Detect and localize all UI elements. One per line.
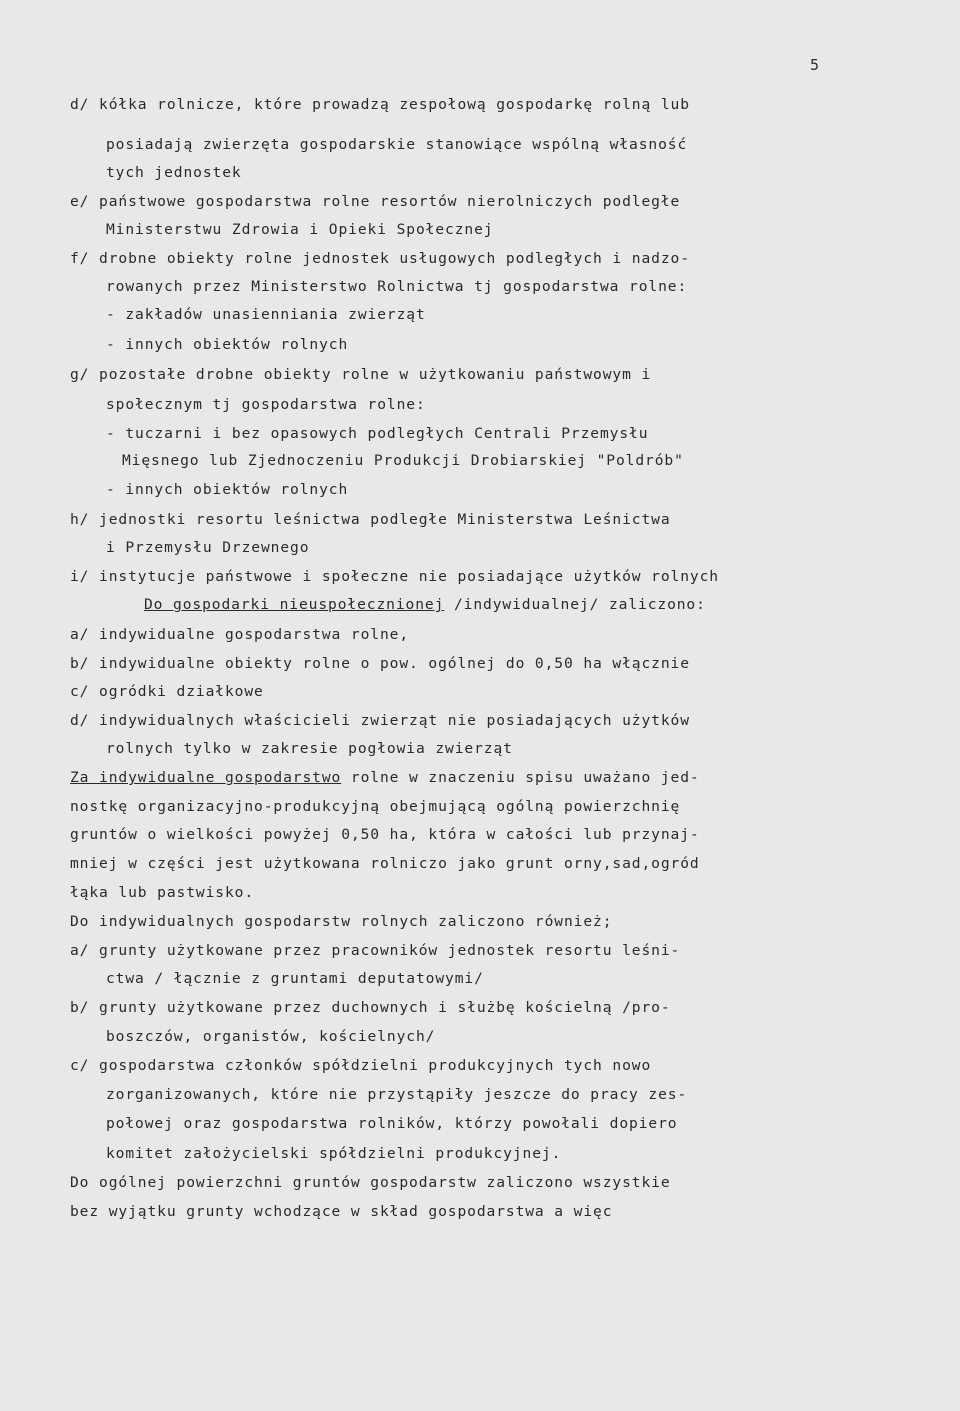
text-line: c/ ogródki działkowe [70, 683, 264, 700]
text-line: - zakładów unasienniania zwierząt [106, 306, 426, 323]
text-line: łąka lub pastwisko. [70, 884, 255, 901]
text-line: komitet założycielski spółdzielni produkcyjnej. [106, 1145, 562, 1162]
text-line: Do indywidualnych gospodarstw rolnych zaliczono również; [70, 913, 613, 930]
text-line: - innych obiektów rolnych [106, 336, 349, 353]
text-line: boszczów, organistów, kościelnych/ [106, 1028, 436, 1045]
text-line: bez wyjątku grunty wchodzące w skład gospodarstwa a więc [70, 1203, 613, 1220]
text-line: f/ drobne obiekty rolne jednostek usługowych podległych i nadzo- [70, 250, 690, 267]
text-line: tych jednostek [106, 164, 242, 181]
text-line: a/ indywidualne gospodarstwa rolne, [70, 626, 410, 643]
text-line: posiadają zwierzęta gospodarskie stanowiące wspólną własność [106, 136, 688, 153]
page-number: 5 [810, 56, 820, 74]
text-line: d/ kółka rolnicze, które prowadzą zespołową gospodarkę rolną lub [70, 96, 690, 113]
text-line: Ministerstwu Zdrowia i Opieki Społecznej [106, 221, 494, 238]
text-fragment: rolne w znaczeniu spisu uważano jed- [341, 769, 700, 786]
text-line: Mięsnego lub Zjednoczeniu Produkcji Drobiarskiej "Poldrób" [122, 452, 684, 469]
text-line [70, 769, 700, 787]
text-line: g/ pozostałe drobne obiekty rolne w użytkowaniu państwowym i [70, 366, 652, 383]
text-line: d/ indywidualnych właścicieli zwierząt nie posiadających użytków [70, 712, 690, 729]
text-fragment: /indywidualnej/ zaliczono: [453, 596, 706, 613]
text-line: rolnych tylko w zakresie pogłowia zwierząt [106, 740, 513, 757]
text-line: ctwa / łącznie z gruntami deputatowymi/ [106, 970, 484, 987]
text-line [144, 596, 706, 614]
text-line: mniej w części jest użytkowana rolniczo jako grunt orny,sad,ogród [70, 855, 700, 872]
text-line: b/ indywidualne obiekty rolne o pow. ogólnej do 0,50 ha włącznie [70, 655, 690, 672]
text-line: połowej oraz gospodarstwa rolników, którzy powołali dopiero [106, 1115, 678, 1132]
text-line: Do ogólnej powierzchni gruntów gospodarstw zaliczono wszystkie [70, 1174, 671, 1191]
underlined-phrase: Do gospodarki nieuspołecznionej [144, 596, 445, 613]
text-line: nostkę organizacyjno-produkcyjną obejmującą ogólną powierzchnię [70, 798, 681, 815]
text-line: e/ państwowe gospodarstwa rolne resortów nierolniczych podległe [70, 193, 681, 210]
text-line: gruntów o wielkości powyżej 0,50 ha, która w całości lub przynaj- [70, 826, 700, 843]
text-line: c/ gospodarstwa członków spółdzielni produkcyjnych tych nowo [70, 1057, 652, 1074]
text-line: h/ jednostki resortu leśnictwa podległe Ministerstwa Leśnictwa [70, 511, 671, 528]
text-line: - tuczarni i bez opasowych podległych Centrali Przemysłu [106, 425, 649, 442]
text-line: zorganizowanych, które nie przystąpiły jeszcze do pracy zes- [106, 1086, 688, 1103]
underlined-phrase: Za indywidualne gospodarstwo [70, 769, 342, 786]
text-line: i Przemysłu Drzewnego [106, 539, 310, 556]
text-line: a/ grunty użytkowane przez pracowników jednostek resortu leśni- [70, 942, 681, 959]
text-line: rowanych przez Ministerstwo Rolnictwa tj gospodarstwa rolne: [106, 278, 688, 295]
text-line: społecznym tj gospodarstwa rolne: [106, 396, 426, 413]
text-line: i/ instytucje państwowe i społeczne nie posiadające użytków rolnych [70, 568, 719, 585]
text-line: b/ grunty użytkowane przez duchownych i służbę kościelną /pro- [70, 999, 671, 1016]
text-line: - innych obiektów rolnych [106, 481, 349, 498]
